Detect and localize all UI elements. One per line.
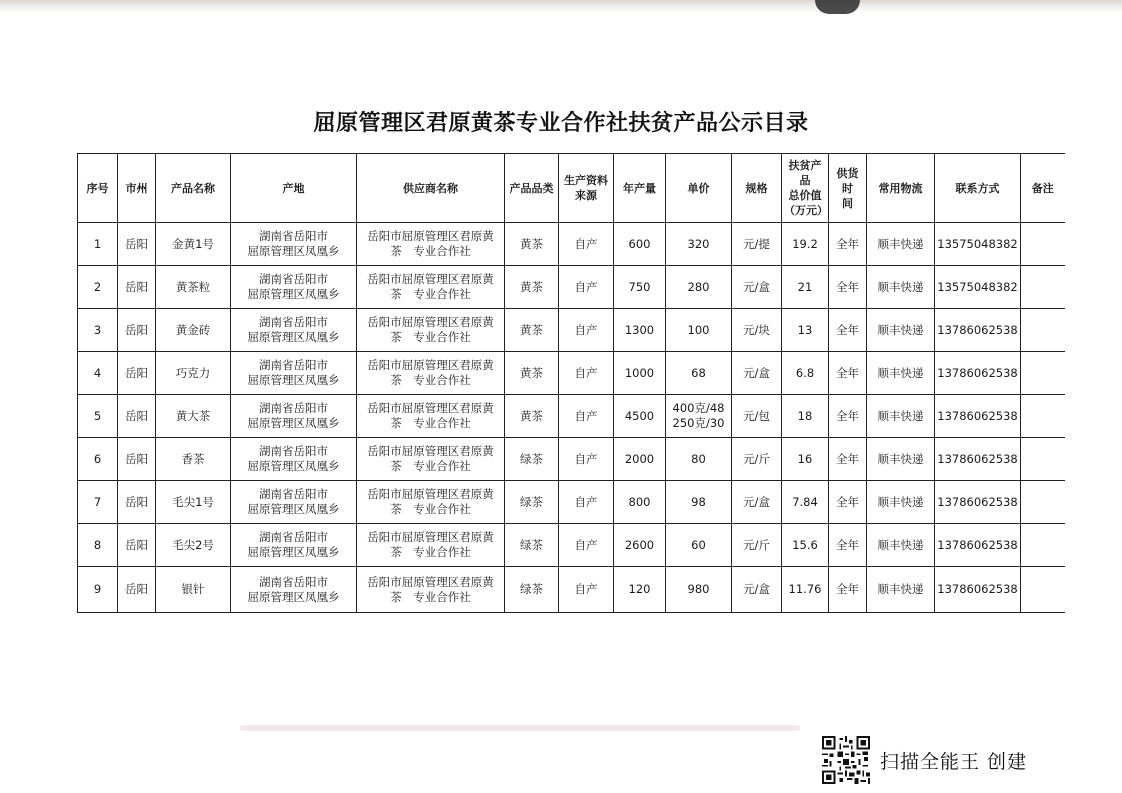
column-header: 产地 xyxy=(231,154,357,223)
table-cell: 黄茶 xyxy=(505,309,559,352)
table-row xyxy=(78,223,1065,266)
table-cell: 元/斤 xyxy=(732,438,782,481)
table-cell: 顺丰快递 xyxy=(867,567,935,613)
table-cell: 湖南省岳阳市 屈原管理区凤凰乡 xyxy=(231,223,357,266)
table-cell: 元/包 xyxy=(732,395,782,438)
table-row xyxy=(78,266,1065,309)
table-cell: 自产 xyxy=(559,223,614,266)
column-header: 联系方式 xyxy=(935,154,1021,223)
table-body xyxy=(78,223,1065,613)
column-header: 备注 xyxy=(1021,154,1065,223)
table-cell: 岳阳 xyxy=(118,438,156,481)
table-cell: 全年 xyxy=(829,266,867,309)
table-cell: 6.8 xyxy=(782,352,829,395)
table-cell: 60 xyxy=(666,524,732,567)
table-cell: 120 xyxy=(614,567,666,613)
table-row xyxy=(78,395,1065,438)
scan-top-edge xyxy=(0,0,1122,14)
table-row xyxy=(78,567,1065,613)
table-cell: 巧克力 xyxy=(156,352,231,395)
column-header: 扶贫产品 总价值 （万元） xyxy=(782,154,829,223)
table-cell: 18 xyxy=(782,395,829,438)
column-header: 年产量 xyxy=(614,154,666,223)
table-cell: 800 xyxy=(614,481,666,524)
table-cell: 绿茶 xyxy=(505,438,559,481)
table-cell: 岳阳 xyxy=(118,524,156,567)
table-row xyxy=(78,352,1065,395)
table-cell xyxy=(1021,223,1065,266)
table-cell: 2 xyxy=(78,266,118,309)
table-cell: 13575048382 xyxy=(935,223,1021,266)
table-cell: 毛尖1号 xyxy=(156,481,231,524)
table-cell: 600 xyxy=(614,223,666,266)
table-cell xyxy=(1021,438,1065,481)
table-cell: 280 xyxy=(666,266,732,309)
table-cell: 100 xyxy=(666,309,732,352)
table-cell: 13786062538 xyxy=(935,481,1021,524)
scanner-brand-text: 扫描全能王 创建 xyxy=(880,750,1028,773)
table-cell: 湖南省岳阳市 屈原管理区凤凰乡 xyxy=(231,524,357,567)
table-cell: 顺丰快递 xyxy=(867,395,935,438)
column-header: 规格 xyxy=(732,154,782,223)
table-cell: 顺丰快递 xyxy=(867,266,935,309)
table-cell: 黄茶 xyxy=(505,266,559,309)
table-cell: 顺丰快递 xyxy=(867,481,935,524)
table-cell: 3 xyxy=(78,309,118,352)
table-cell: 320 xyxy=(666,223,732,266)
table-cell: 岳阳 xyxy=(118,309,156,352)
table-cell: 岳阳 xyxy=(118,481,156,524)
table-cell: 岳阳 xyxy=(118,395,156,438)
table-cell: 绿茶 xyxy=(505,524,559,567)
table-cell: 13786062538 xyxy=(935,567,1021,613)
table-cell: 68 xyxy=(666,352,732,395)
table-cell: 元/斤 xyxy=(732,524,782,567)
table-cell xyxy=(1021,352,1065,395)
table-cell: 元/盒 xyxy=(732,481,782,524)
column-header: 供货 时 间 xyxy=(829,154,867,223)
table-cell: 自产 xyxy=(559,395,614,438)
table-row xyxy=(78,438,1065,481)
table-cell: 自产 xyxy=(559,567,614,613)
table-cell: 400克/48 250克/30 xyxy=(666,395,732,438)
table-cell xyxy=(1021,524,1065,567)
table-cell: 全年 xyxy=(829,524,867,567)
table-cell: 湖南省岳阳市 屈原管理区凤凰乡 xyxy=(231,438,357,481)
table-cell: 毛尖2号 xyxy=(156,524,231,567)
table-cell: 湖南省岳阳市 屈原管理区凤凰乡 xyxy=(231,567,357,613)
table-cell: 80 xyxy=(666,438,732,481)
table-cell: 岳阳市屈原管理区君原黄 茶 专业合作社 xyxy=(357,567,505,613)
table-cell: 湖南省岳阳市 屈原管理区凤凰乡 xyxy=(231,481,357,524)
table-cell: 岳阳市屈原管理区君原黄 茶 专业合作社 xyxy=(357,395,505,438)
scan-artifact-band xyxy=(240,725,800,731)
table-cell: 4500 xyxy=(614,395,666,438)
document-title: 屈原管理区君原黄茶专业合作社扶贫产品公示目录 xyxy=(313,111,809,136)
table-cell: 元/盒 xyxy=(732,567,782,613)
table-cell xyxy=(1021,567,1065,613)
table-cell: 黄茶 xyxy=(505,395,559,438)
column-header: 供应商名称 xyxy=(357,154,505,223)
table-cell: 黄金砖 xyxy=(156,309,231,352)
table-cell: 岳阳 xyxy=(118,266,156,309)
table-cell: 13786062538 xyxy=(935,395,1021,438)
table-cell: 岳阳市屈原管理区君原黄 茶 专业合作社 xyxy=(357,438,505,481)
table-cell: 全年 xyxy=(829,395,867,438)
table-cell: 银针 xyxy=(156,567,231,613)
table-cell: 750 xyxy=(614,266,666,309)
table-cell: 7 xyxy=(78,481,118,524)
table-cell: 自产 xyxy=(559,266,614,309)
table-cell: 2600 xyxy=(614,524,666,567)
table-cell: 15.6 xyxy=(782,524,829,567)
table-cell: 元/盒 xyxy=(732,352,782,395)
table-cell: 13575048382 xyxy=(935,266,1021,309)
table-cell: 顺丰快递 xyxy=(867,309,935,352)
table-cell: 黄茶粒 xyxy=(156,266,231,309)
table-cell: 岳阳市屈原管理区君原黄 茶 专业合作社 xyxy=(357,524,505,567)
table-cell: 11.76 xyxy=(782,567,829,613)
table-cell: 13786062538 xyxy=(935,309,1021,352)
table-cell: 黄茶 xyxy=(505,223,559,266)
table-cell: 全年 xyxy=(829,567,867,613)
table-cell: 6 xyxy=(78,438,118,481)
table-row xyxy=(78,481,1065,524)
table-row xyxy=(78,524,1065,567)
scanner-watermark xyxy=(822,736,1027,784)
table-cell: 岳阳市屈原管理区君原黄 茶 专业合作社 xyxy=(357,266,505,309)
table-cell xyxy=(1021,481,1065,524)
table-cell: 5 xyxy=(78,395,118,438)
table-cell: 湖南省岳阳市 屈原管理区凤凰乡 xyxy=(231,395,357,438)
table-cell xyxy=(1021,395,1065,438)
table-cell: 980 xyxy=(666,567,732,613)
table-cell: 1000 xyxy=(614,352,666,395)
table-cell: 自产 xyxy=(559,438,614,481)
table-cell: 13 xyxy=(782,309,829,352)
table-cell: 香茶 xyxy=(156,438,231,481)
table-cell: 19.2 xyxy=(782,223,829,266)
table-cell: 全年 xyxy=(829,223,867,266)
column-header: 序号 xyxy=(78,154,118,223)
table-cell: 岳阳市屈原管理区君原黄 茶 专业合作社 xyxy=(357,352,505,395)
table-cell: 98 xyxy=(666,481,732,524)
table-cell: 岳阳 xyxy=(118,223,156,266)
table-cell: 岳阳市屈原管理区君原黄 茶 专业合作社 xyxy=(357,309,505,352)
table-cell: 8 xyxy=(78,524,118,567)
table-cell: 2000 xyxy=(614,438,666,481)
column-header: 单价 xyxy=(666,154,732,223)
table-cell: 元/块 xyxy=(732,309,782,352)
table-cell: 岳阳 xyxy=(118,567,156,613)
table-cell: 黄大茶 xyxy=(156,395,231,438)
column-header: 产品品类 xyxy=(505,154,559,223)
column-header: 常用物流 xyxy=(867,154,935,223)
table-cell: 9 xyxy=(78,567,118,613)
table-cell: 岳阳 xyxy=(118,352,156,395)
table-cell: 4 xyxy=(78,352,118,395)
table-cell: 岳阳市屈原管理区君原黄 茶 专业合作社 xyxy=(357,481,505,524)
table-cell: 顺丰快递 xyxy=(867,352,935,395)
table-cell: 1 xyxy=(78,223,118,266)
column-header: 生产资料 来源 xyxy=(559,154,614,223)
table-cell: 自产 xyxy=(559,352,614,395)
table-cell: 13786062538 xyxy=(935,524,1021,567)
table-cell: 顺丰快递 xyxy=(867,223,935,266)
table-cell: 绿茶 xyxy=(505,567,559,613)
table-cell: 1300 xyxy=(614,309,666,352)
column-header: 产品名称 xyxy=(156,154,231,223)
table-cell: 13786062538 xyxy=(935,438,1021,481)
table-cell: 13786062538 xyxy=(935,352,1021,395)
table-cell: 绿茶 xyxy=(505,481,559,524)
table-cell: 自产 xyxy=(559,309,614,352)
table-cell: 16 xyxy=(782,438,829,481)
qr-code-icon xyxy=(822,736,870,784)
table-cell: 元/盒 xyxy=(732,266,782,309)
table-cell: 自产 xyxy=(559,481,614,524)
table-cell: 全年 xyxy=(829,481,867,524)
product-catalog-table xyxy=(77,153,1065,613)
table-cell xyxy=(1021,266,1065,309)
table-cell: 7.84 xyxy=(782,481,829,524)
table-cell: 黄茶 xyxy=(505,352,559,395)
table-cell: 顺丰快递 xyxy=(867,438,935,481)
table-row xyxy=(78,309,1065,352)
table-cell: 元/提 xyxy=(732,223,782,266)
table-cell xyxy=(1021,309,1065,352)
table-cell: 全年 xyxy=(829,438,867,481)
column-header: 市州 xyxy=(118,154,156,223)
table-cell: 湖南省岳阳市 屈原管理区凤凰乡 xyxy=(231,309,357,352)
table-cell: 全年 xyxy=(829,352,867,395)
table-cell: 湖南省岳阳市 屈原管理区凤凰乡 xyxy=(231,266,357,309)
table-cell: 金黄1号 xyxy=(156,223,231,266)
table-cell: 全年 xyxy=(829,309,867,352)
table-cell: 顺丰快递 xyxy=(867,524,935,567)
table-cell: 岳阳市屈原管理区君原黄 茶 专业合作社 xyxy=(357,223,505,266)
table-header-row xyxy=(78,154,1065,223)
table-cell: 湖南省岳阳市 屈原管理区凤凰乡 xyxy=(231,352,357,395)
table-cell: 21 xyxy=(782,266,829,309)
scan-binder-mark xyxy=(815,0,860,14)
table-cell: 自产 xyxy=(559,524,614,567)
